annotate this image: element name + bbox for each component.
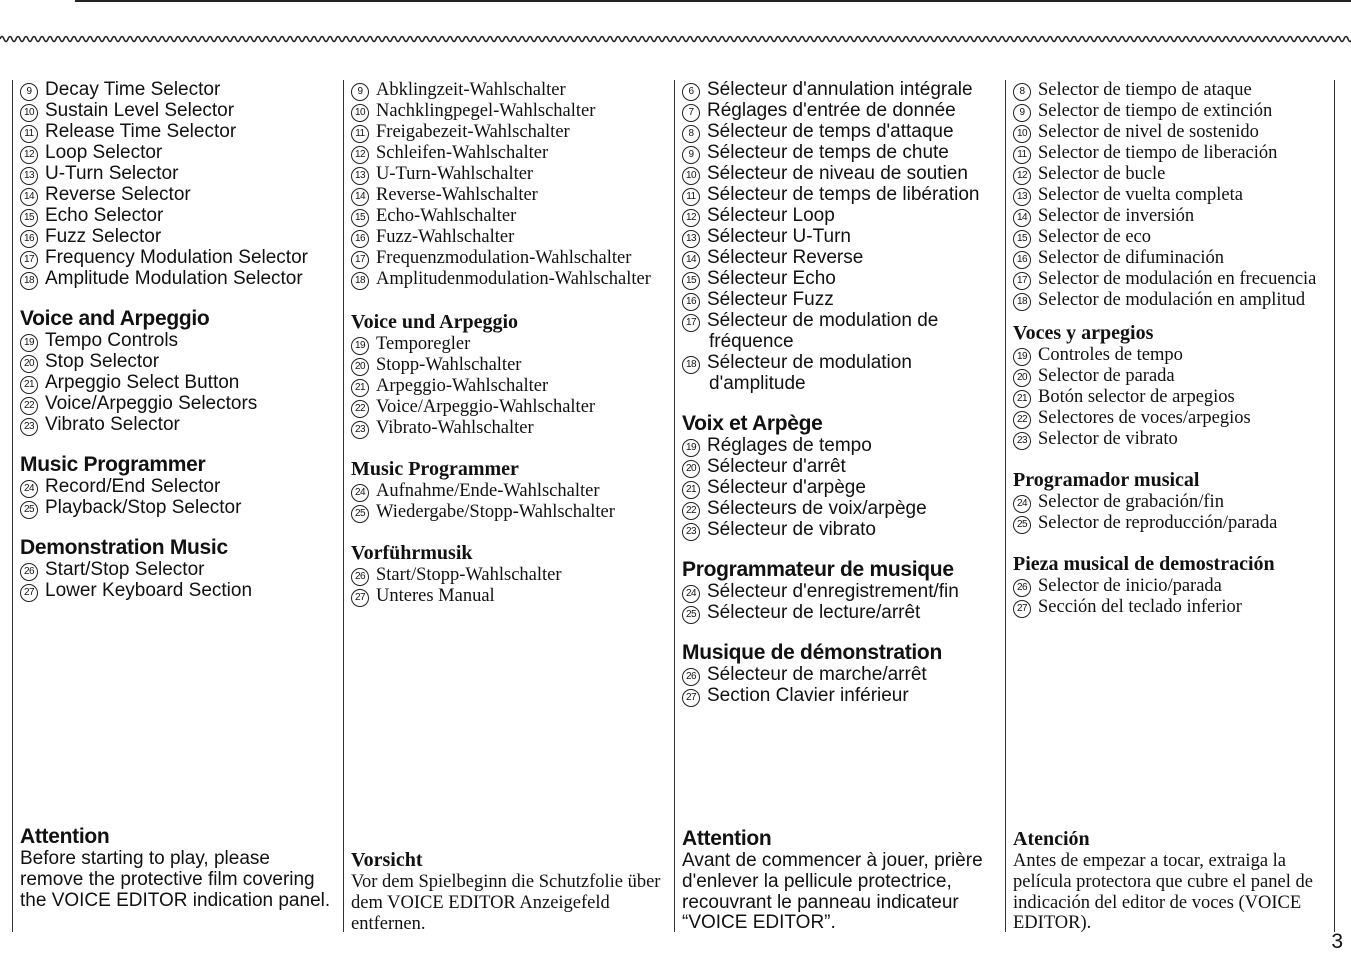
item-text: Réglages de tempo (707, 435, 872, 457)
item-text: Selector de tiempo de liberación (1038, 143, 1278, 163)
item-text: Vibrato-Wahlschalter (376, 418, 534, 438)
item-text: Echo-Wahlschalter (376, 206, 517, 226)
circled-number: 27 (20, 584, 38, 602)
list-item (1013, 269, 1334, 290)
item-text: Selector de difuminación (1038, 248, 1224, 268)
item-text: Arpeggio Select Button (45, 372, 240, 393)
circled-number: 13 (20, 167, 38, 185)
list-item (1013, 122, 1334, 143)
circled-number: 20 (351, 358, 369, 376)
circled-number: 10 (1013, 125, 1031, 143)
circled-number: 24 (682, 585, 700, 603)
circled-number: 10 (682, 167, 700, 185)
circled-number: 25 (1013, 516, 1031, 534)
item-text: Voice/Arpeggio Selectors (45, 393, 258, 414)
list-item (351, 143, 673, 164)
circled-number: 20 (682, 460, 700, 478)
circled-number: 14 (351, 188, 369, 206)
list-item (682, 436, 1004, 457)
attention-box (20, 825, 336, 911)
list-item (351, 586, 673, 607)
circled-number: 9 (20, 83, 38, 101)
circled-number: 10 (351, 104, 369, 122)
list-item (682, 582, 1004, 603)
list-item (351, 334, 673, 355)
wavy-rule (0, 33, 1351, 45)
list-item (682, 185, 1004, 206)
circled-number: 12 (20, 146, 38, 164)
item-text: Abklingzeit-Wahlschalter (376, 80, 566, 100)
item-text: Reverse Selector (45, 184, 191, 205)
list-item (20, 248, 342, 269)
circled-number: 21 (20, 376, 38, 394)
circled-number: 22 (20, 397, 38, 415)
circled-number: 18 (351, 272, 369, 290)
circled-number: 7 (682, 104, 700, 122)
list-item (20, 352, 342, 373)
item-text: Selector de modulación en amplitud (1038, 290, 1306, 310)
list-item (1013, 143, 1334, 164)
item-text: Sélecteur U-Turn (707, 226, 851, 247)
item-text: Amplitudenmodulation-Wahlschalter (376, 269, 651, 289)
item-text: Reverse-Wahlschalter (376, 185, 538, 205)
circled-number: 14 (1013, 209, 1031, 227)
circled-number: 12 (682, 209, 700, 227)
heading-voice-arpeggio: Voces y arpegios (1013, 322, 1154, 344)
item-text: Vibrato Selector (45, 414, 180, 435)
item-text: Schleifen-Wahlschalter (376, 143, 549, 163)
item-text: Freigabezeit-Wahlschalter (376, 122, 570, 142)
circled-number: 19 (351, 337, 369, 355)
circled-number: 27 (682, 689, 700, 707)
list-item (682, 269, 1004, 290)
item-text: Sélecteur d'enregistrement/fin (707, 581, 959, 603)
list-item (20, 560, 342, 581)
list-item (20, 101, 342, 122)
circled-number: 9 (682, 146, 700, 164)
circled-number: 24 (20, 480, 38, 498)
column-spanish (1005, 80, 1335, 932)
list-item (351, 164, 673, 185)
item-text: Section Clavier inférieur (707, 685, 909, 707)
circled-number: 12 (1013, 167, 1031, 185)
circled-number: 26 (351, 568, 369, 586)
list-item (1013, 345, 1334, 366)
list-item (1013, 387, 1334, 408)
item-text: Sélecteur d'arrêt (707, 456, 846, 478)
attention-text: Before starting to play, please remove the protective film covering the VOICE EDITOR indication panel. (20, 848, 331, 911)
circled-number: 19 (1013, 348, 1031, 366)
item-text: Sustain Level Selector (45, 100, 235, 121)
item-text: Selector de reproducción/parada (1038, 513, 1278, 533)
item-text: Réglages d'entrée de donnée (707, 100, 956, 121)
item-list-1 (682, 80, 1004, 394)
item-text: Selector de bucle (1038, 164, 1166, 184)
list-item (682, 478, 1004, 499)
item-text: Record/End Selector (45, 476, 221, 497)
item-list-2 (351, 334, 673, 439)
item-list-2 (1013, 345, 1334, 450)
list-item (351, 80, 673, 101)
heading-voice-arpeggio: Voix et Arpège (682, 412, 823, 436)
circled-number: 27 (351, 589, 369, 607)
list-item (20, 331, 342, 352)
item-list-2 (682, 436, 1004, 541)
list-item (20, 394, 342, 415)
circled-number: 25 (351, 505, 369, 523)
item-text: Frequenzmodulation-Wahlschalter (376, 248, 632, 268)
heading-demonstration: Pieza musical de demostración (1013, 553, 1275, 575)
item-text: Sélecteur Reverse (707, 247, 864, 268)
item-text: Sélecteurs de voix/arpège (707, 498, 927, 520)
circled-number: 21 (1013, 390, 1031, 408)
item-text: Sélecteur Fuzz (707, 289, 834, 310)
attention-box (351, 848, 667, 934)
circled-number: 17 (1013, 272, 1031, 290)
column-english (12, 80, 342, 932)
list-item (20, 164, 342, 185)
item-text: Sélecteur Loop (707, 205, 835, 226)
heading-music-programmer: Programmateur de musique (682, 558, 954, 582)
item-text: Selector de vuelta completa (1038, 185, 1243, 205)
item-list-4 (1013, 576, 1334, 618)
list-item (351, 355, 673, 376)
item-text: Loop Selector (45, 142, 163, 163)
circled-number: 19 (682, 439, 700, 457)
item-text: Sélecteur de lecture/arrêt (707, 602, 921, 624)
circled-number: 25 (20, 501, 38, 519)
item-text: Fuzz-Wahlschalter (376, 227, 515, 247)
list-item (1013, 513, 1334, 534)
item-list-4 (20, 560, 342, 602)
heading-demonstration: Demonstration Music (20, 536, 228, 559)
circled-number: 24 (1013, 495, 1031, 513)
item-text: Unteres Manual (376, 586, 495, 606)
attention-text: Vor dem Spielbeginn die Schutzfolie über dem VOICE EDITOR Anzeigefeld entfernen. (351, 872, 661, 934)
item-text: Selector de inversión (1038, 206, 1195, 226)
list-item (682, 164, 1004, 185)
item-text: Playback/Stop Selector (45, 497, 242, 518)
circled-number: 24 (351, 484, 369, 502)
list-item (1013, 206, 1334, 227)
item-list-3 (1013, 492, 1334, 534)
item-text: Fuzz Selector (45, 226, 162, 247)
list-item (20, 227, 342, 248)
item-list-3 (351, 481, 673, 523)
circled-number: 9 (1013, 104, 1031, 122)
item-text: Temporegler (376, 334, 471, 354)
heading-music-programmer: Music Programmer (351, 458, 519, 480)
list-item (682, 227, 1004, 248)
list-item (351, 502, 673, 523)
item-text: Start/Stop Selector (45, 559, 205, 580)
circled-number: 10 (20, 104, 38, 122)
list-item (351, 376, 673, 397)
circled-number: 14 (20, 188, 38, 206)
list-item (1013, 80, 1334, 101)
item-list-2 (20, 331, 342, 436)
circled-number: 15 (20, 209, 38, 227)
list-item (1013, 248, 1334, 269)
heading-music-programmer: Music Programmer (20, 453, 206, 476)
circled-number: 9 (351, 83, 369, 101)
list-item (1013, 429, 1334, 450)
item-text: Amplitude Modulation Selector (45, 268, 303, 289)
list-item (682, 603, 1004, 624)
heading-music-programmer: Programador musical (1013, 469, 1200, 491)
list-item (351, 418, 673, 439)
circled-number: 25 (682, 606, 700, 624)
list-item (682, 457, 1004, 478)
top-rule (75, 0, 1351, 2)
attention-title: Attention (682, 827, 772, 850)
circled-number: 23 (1013, 432, 1031, 450)
list-item (1013, 164, 1334, 185)
item-text: Release Time Selector (45, 121, 237, 142)
list-item (1013, 185, 1334, 206)
list-item (351, 397, 673, 418)
circled-number: 14 (682, 251, 700, 269)
item-list-4 (682, 665, 1004, 707)
list-item (1013, 492, 1334, 513)
item-text: Sélecteur de modulation d'amplitude (707, 351, 912, 394)
list-item (20, 122, 342, 143)
circled-number: 22 (682, 502, 700, 520)
item-text: U-Turn Selector (45, 163, 179, 184)
item-text: Botón selector de arpegios (1038, 387, 1235, 407)
circled-number: 17 (682, 314, 700, 332)
circled-number: 16 (351, 230, 369, 248)
item-list-3 (20, 477, 342, 519)
list-item (351, 565, 673, 586)
list-item (1013, 408, 1334, 429)
item-text: Selector de parada (1038, 366, 1175, 386)
item-text: Selector de grabación/fin (1038, 492, 1224, 512)
item-text: Selectores de voces/arpegios (1038, 408, 1251, 428)
list-item (20, 143, 342, 164)
column-french (674, 80, 1004, 932)
circled-number: 8 (682, 125, 700, 143)
circled-number: 19 (20, 334, 38, 352)
list-item (1013, 227, 1334, 248)
attention-title: Atención (1013, 828, 1090, 850)
circled-number: 16 (20, 230, 38, 248)
item-text: Sélecteur d'annulation intégrale (707, 79, 973, 100)
item-text: Lower Keyboard Section (45, 580, 253, 601)
list-item (682, 353, 1004, 395)
circled-number: 13 (351, 167, 369, 185)
item-text: Sélecteur de temps de libération (707, 184, 980, 205)
circled-number: 16 (1013, 251, 1031, 269)
list-item (682, 122, 1004, 143)
item-list-1 (351, 80, 673, 290)
list-item (682, 290, 1004, 311)
item-text: Sélecteur de temps d'attaque (707, 121, 954, 142)
item-text: Sélecteur de temps de chute (707, 142, 949, 163)
circled-number: 11 (1013, 146, 1031, 164)
circled-number: 8 (1013, 83, 1031, 101)
attention-title: Attention (20, 825, 110, 848)
list-item (20, 373, 342, 394)
list-item (351, 227, 673, 248)
list-item (682, 665, 1004, 686)
circled-number: 20 (1013, 369, 1031, 387)
item-text: Arpeggio-Wahlschalter (376, 376, 549, 396)
attention-text: Avant de commencer à jouer, prière d'enlever la pellicule protectrice, recouvrant le panneau indicateur “VOICE EDITOR”. (682, 850, 983, 934)
item-list-1 (20, 80, 342, 290)
circled-number: 26 (1013, 579, 1031, 597)
item-text: Sélecteur Echo (707, 268, 836, 289)
item-list-3 (682, 582, 1004, 624)
list-item (682, 101, 1004, 122)
item-text: Selector de tiempo de ataque (1038, 80, 1252, 100)
list-item (20, 80, 342, 101)
circled-number: 22 (1013, 411, 1031, 429)
column-german (343, 80, 673, 932)
circled-number: 17 (20, 251, 38, 269)
circled-number: 11 (682, 188, 700, 206)
list-item (20, 498, 342, 519)
circled-number: 6 (682, 83, 700, 101)
list-item (682, 686, 1004, 707)
page-number: 3 (1331, 930, 1343, 953)
circled-number: 26 (20, 563, 38, 581)
item-text: Voice/Arpeggio-Wahlschalter (376, 397, 596, 417)
list-item (351, 248, 673, 269)
item-text: Aufnahme/Ende-Wahlschalter (376, 481, 600, 501)
list-item (20, 415, 342, 436)
item-text: Sección del teclado inferior (1038, 597, 1242, 617)
list-item (682, 206, 1004, 227)
circled-number: 22 (351, 400, 369, 418)
item-text: Decay Time Selector (45, 79, 221, 100)
circled-number: 15 (1013, 230, 1031, 248)
circled-number: 12 (351, 146, 369, 164)
item-text: Selector de inicio/parada (1038, 576, 1222, 596)
list-item (1013, 576, 1334, 597)
list-item (351, 101, 673, 122)
attention-text: Antes de empezar a tocar, extraiga la película protectora que cubre el panel de indicación del editor de voces (VOICE EDITOR). (1013, 851, 1313, 934)
circled-number: 17 (351, 251, 369, 269)
list-item (682, 80, 1004, 101)
list-item (20, 206, 342, 227)
circled-number: 16 (682, 293, 700, 311)
item-text: Stop Selector (45, 351, 160, 372)
circled-number: 23 (351, 421, 369, 439)
item-text: Sélecteur de modulation de fréquence (707, 310, 939, 352)
list-item (1013, 366, 1334, 387)
list-item (20, 581, 342, 602)
circled-number: 27 (1013, 600, 1031, 618)
item-text: Stopp-Wahlschalter (376, 355, 522, 375)
item-list-1 (1013, 80, 1334, 311)
item-text: Sélecteur de marche/arrêt (707, 664, 927, 686)
circled-number: 18 (1013, 293, 1031, 311)
item-text: Controles de tempo (1038, 345, 1183, 365)
list-item (20, 477, 342, 498)
item-text: Frequency Modulation Selector (45, 247, 308, 268)
list-item (20, 185, 342, 206)
item-text: Selector de eco (1038, 227, 1151, 247)
circled-number: 26 (682, 668, 700, 686)
item-text: Sélecteur de vibrato (707, 519, 876, 541)
heading-demonstration: Vorführmusik (351, 542, 473, 564)
circled-number: 11 (20, 125, 38, 143)
attention-title: Vorsicht (351, 849, 423, 871)
item-text: Nachklingpegel-Wahlschalter (376, 101, 596, 121)
list-item (682, 143, 1004, 164)
item-text: Selector de vibrato (1038, 429, 1178, 449)
item-list-4 (351, 565, 673, 607)
item-text: Selector de tiempo de extinción (1038, 101, 1273, 121)
list-item (682, 520, 1004, 541)
circled-number: 15 (351, 209, 369, 227)
list-item (1013, 101, 1334, 122)
list-item (1013, 597, 1334, 618)
heading-voice-arpeggio: Voice und Arpeggio (351, 311, 519, 333)
list-item (682, 311, 1004, 353)
item-text: Tempo Controls (45, 330, 179, 351)
circled-number: 15 (682, 272, 700, 290)
list-item (351, 269, 673, 290)
circled-number: 23 (682, 523, 700, 541)
attention-box (682, 827, 998, 934)
circled-number: 13 (1013, 188, 1031, 206)
item-text: Selector de modulación en frecuencia (1038, 269, 1317, 289)
list-item (20, 269, 342, 290)
circled-number: 18 (20, 272, 38, 290)
item-text: Echo Selector (45, 205, 164, 226)
attention-box (1013, 827, 1328, 934)
heading-demonstration: Musique de démonstration (682, 641, 942, 665)
list-item (351, 206, 673, 227)
list-item (682, 248, 1004, 269)
circled-number: 21 (682, 481, 700, 499)
circled-number: 23 (20, 418, 38, 436)
item-text: U-Turn-Wahlschalter (376, 164, 534, 184)
item-text: Sélecteur d'arpège (707, 477, 866, 499)
list-item (351, 481, 673, 502)
item-text: Wiedergabe/Stopp-Wahlschalter (376, 502, 615, 522)
list-item (351, 185, 673, 206)
circled-number: 11 (351, 125, 369, 143)
item-text: Start/Stopp-Wahlschalter (376, 565, 562, 585)
list-item (351, 122, 673, 143)
item-text: Selector de nivel de sostenido (1038, 122, 1259, 142)
list-item (1013, 290, 1334, 311)
heading-voice-arpeggio: Voice and Arpeggio (20, 307, 210, 330)
list-item (682, 499, 1004, 520)
circled-number: 21 (351, 379, 369, 397)
circled-number: 18 (682, 356, 700, 374)
circled-number: 20 (20, 355, 38, 373)
circled-number: 13 (682, 230, 700, 248)
item-text: Sélecteur de niveau de soutien (707, 163, 968, 184)
